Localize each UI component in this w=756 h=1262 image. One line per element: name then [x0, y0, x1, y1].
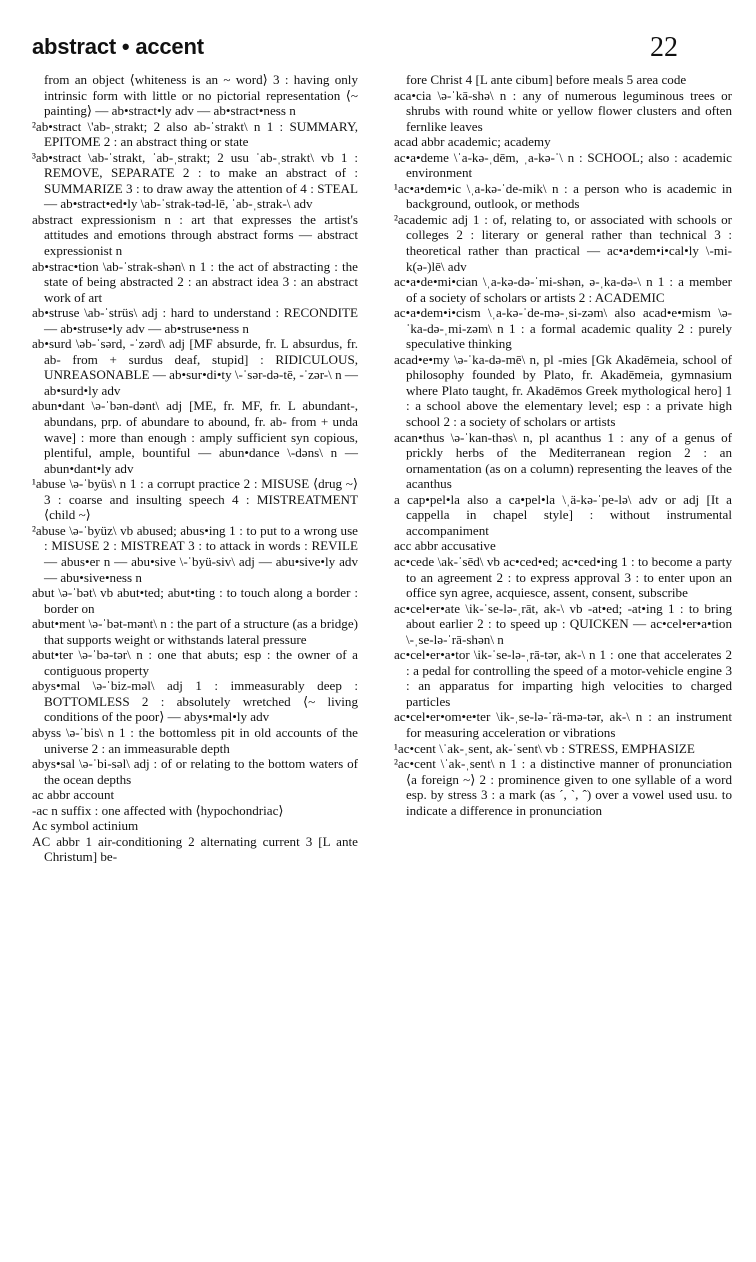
left-column — [32, 72, 358, 865]
dictionary-entry: abut•ter \ə-ˈbə-tər\ n : one that abuts; esp : the owner of a contiguous property — [32, 647, 358, 678]
dictionary-entry: ¹ac•cent \ˈak-ˌsent, ak-ˈsent\ vb : STRESS, EMPHASIZE — [394, 740, 695, 756]
dictionary-entry: ²ac•cent \ˈak-ˌsent\ n 1 : a distinctive manner of pronunciation ⟨a foreign ~⟩ 2 : prominence given to one syllable of a word esp. by stress 3 : a mark (as ´, `, ˆ) over a vowel used usu. to indicate a difference in pronunciation — [394, 756, 732, 818]
dictionary-entry: ab•strac•tion \ab-ˈstrak-shən\ n 1 : the act of abstracting : the state of being abstracted 2 : an abstract idea 3 : an abstract work of art — [32, 258, 358, 305]
dictionary-entry: abys•mal \ə-ˈbiz-məl\ adj 1 : immeasurably deep : BOTTOMLESS 2 : absolutely wretched ⟨~ living conditions of the poor⟩ — abys•mal•ly adv — [32, 678, 358, 725]
dictionary-entry: -ac n suffix : one affected with ⟨hypochondriac⟩ — [32, 802, 284, 818]
dictionary-entry: abut \ə-ˈbət\ vb abut•ted; abut•ting : to touch along a border : border on — [32, 585, 358, 616]
dictionary-entry: ac•cel•er•om•e•ter \ik-ˌse-lə-ˈrä-mə-tər, ak-\ n : an instrument for measuring acceleration or vibrations — [394, 709, 732, 740]
dictionary-entry: ac•a•deme \ˈa-kə-ˌdēm, ˌa-kə-ˈ\ n : SCHOOL; also : academic environment — [394, 149, 732, 181]
dictionary-entry: ²abuse \ə-ˈbyüz\ vb abused; abus•ing 1 : to put to a wrong use : MISUSE 2 : MISTREAT 3 : to attack in words : REVILE — abus•er n — abu•sive \-ˈbyü-siv\ adj — abu•sive•ly adv — abu•sive•ness n — [32, 522, 358, 585]
dictionary-entry: acc abbr accusative — [394, 538, 496, 554]
dictionary-entry: ac•a•dem•i•cism \ˌa-kə-ˈde-mə-ˌsi-zəm\ also acad•e•mism \ə-ˈka-də-ˌmi-zəm\ n 1 : a formal academic quality 2 : purely speculative thinking — [394, 305, 732, 352]
dictionary-entry: ²ab•stract \'ab-ˌstrakt; 2 also ab-ˈstrakt\ n 1 : SUMMARY, EPITOME 2 : an abstract thing or state — [32, 118, 358, 150]
dictionary-entry: ac abbr account — [32, 787, 115, 803]
dictionary-entry: ac•cede \ak-ˈsēd\ vb ac•ced•ed; ac•ced•ing 1 : to become a party to an agreement 2 : to express approval 3 : to enter upon an office syn agree, acquiesce, assent, consent, subscribe — [394, 553, 732, 601]
right-column — [394, 72, 732, 818]
dictionary-entry: abstract expressionism n : art that expresses the artist's attitudes and emotions through abstract forms — abstract expressionist n — [32, 211, 358, 259]
dictionary-entry: AC abbr 1 air-conditioning 2 alternating current 3 [L ante Christum] be- — [32, 833, 358, 865]
guide-words: abstract • accent — [32, 34, 204, 59]
dictionary-entry: ¹abuse \ə-ˈbyüs\ n 1 : a corrupt practice 2 : MISUSE ⟨drug ~⟩ 3 : coarse and insulting speech 4 : MISTREATMENT ⟨child ~⟩ — [32, 476, 358, 523]
dictionary-entry: aca•cia \ə-ˈkā-shə\ n : any of numerous leguminous trees or shrubs with round white or yellow flower clusters and often fernlike leaves — [394, 87, 732, 134]
dictionary-entry: acan•thus \ə-ˈkan-thəs\ n, pl acanthus 1 : any of a genus of prickly herbs of the Mediterranean region 2 : an ornamentation (as on a column) representing the leaves of the acanthus — [394, 429, 732, 492]
dictionary-entry: abut•ment \ə-ˈbət-mənt\ n : the part of a structure (as a bridge) that supports weight or withstands lateral pressure — [32, 616, 358, 647]
dictionary-entry: ac•a•de•mi•cian \ˌa-kə-də-ˈmi-shən, ə-ˌka-də-\ n 1 : a member of a society of scholars or artists 2 : ACADEMIC — [394, 274, 732, 305]
dictionary-entry-continuation: fore Christ 4 [L ante cibum] before meals 5 area code — [406, 72, 687, 87]
page-number: 22 — [650, 32, 678, 63]
dictionary-entry: ac•cel•er•ate \ik-ˈse-lə-ˌrāt, ak-\ vb -at•ed; -at•ing 1 : to bring about earlier 2 : to speed up : QUICKEN — ac•cel•er•a•tion \-ˌse-lə-ˈrā-shən\ n — [394, 600, 732, 647]
dictionary-entry-continuation: from an object ⟨whiteness is an ~ word⟩ 3 : having only intrinsic form with little or no pictorial representation ⟨~ painting⟩ — ab•stract•ly adv — ab•stract•ness n — [44, 72, 358, 119]
dictionary-entry: ³ab•stract \ab-ˈstrakt, ˈab-ˌstrakt; 2 usu ˈab-ˌstrakt\ vb 1 : REMOVE, SEPARATE 2 : to make an abstract of : SUMMARIZE 3 : to draw away the attention of 4 : STEAL — ab•stract•ed•ly \ab-ˈstrak-təd-lē, ˈab-ˌstrak-\ adv — [32, 149, 358, 212]
dictionary-entry: abys•sal \ə-ˈbi-səl\ adj : of or relating to the bottom waters of the ocean depths — [32, 756, 358, 787]
dictionary-entry: abyss \ə-ˈbis\ n 1 : the bottomless pit in old accounts of the universe 2 : an immeasurable depth — [32, 724, 358, 756]
dictionary-entry: a cap•pel•la also a ca•pel•la \ˌä-kə-ˈpe-lə\ adv or adj [It a cappella in chapel style] : without instrumental accompaniment — [394, 491, 732, 538]
dictionary-entry: acad abbr academic; academy — [394, 134, 551, 150]
dictionary-entry: ab•surd \əb-ˈsərd, -ˈzərd\ adj [MF absurde, fr. L absurdus, fr. ab- from + surdus deaf, stupid] : RIDICULOUS, UNREASONABLE — ab•sur•di•ty \-ˈsər-də-tē, -ˈzər-\ n — ab•surd•ly adv — [32, 336, 358, 398]
dictionary-entry: ²academic adj 1 : of, relating to, or associated with schools or colleges 2 : literary or general rather than technical 3 : theoretical rather than practical — ac•a•dem•i•cal•ly \-mi-k(ə-)lē\ adv — [394, 211, 732, 274]
dictionary-entry: ab•struse \ab-ˈstrüs\ adj : hard to understand : RECONDITE — ab•struse•ly adv — ab•struse•ness n — [32, 305, 358, 336]
dictionary-entry: Ac symbol actinium — [32, 818, 139, 834]
dictionary-entry: ¹ac•a•dem•ic \ˌa-kə-ˈde-mik\ n : a person who is academic in background, outlook, or methods — [394, 180, 732, 212]
dictionary-entry: abun•dant \ə-ˈbən-dənt\ adj [ME, fr. MF, fr. L abundant-, abundans, prp. of abundare to abound, fr. ab- from + unda wave] : more than enough : amply sufficient syn copious, plentiful, ample, bountiful — abun•dance \-dəns\ n — abun•dant•ly adv — [32, 398, 358, 476]
dictionary-entry: ac•cel•er•a•tor \ik-ˈse-lə-ˌrā-tər, ak-\ n 1 : one that accelerates 2 : a pedal for controlling the speed of a motor-vehicle engine 3 : an apparatus for imparting high velocities to charged particles — [394, 647, 732, 709]
page-header — [32, 34, 728, 70]
dictionary-entry: acad•e•my \ə-ˈka-də-mē\ n, pl -mies [Gk Akadēmeia, school of philosophy founded by Plato, fr. Akadēmeia, gymnasium where Plato taught, fr. Akadēmos Greek mythological hero] 1 : a school above the elementary level; esp : a private high school 2 : a society of scholars or artists — [394, 351, 732, 430]
